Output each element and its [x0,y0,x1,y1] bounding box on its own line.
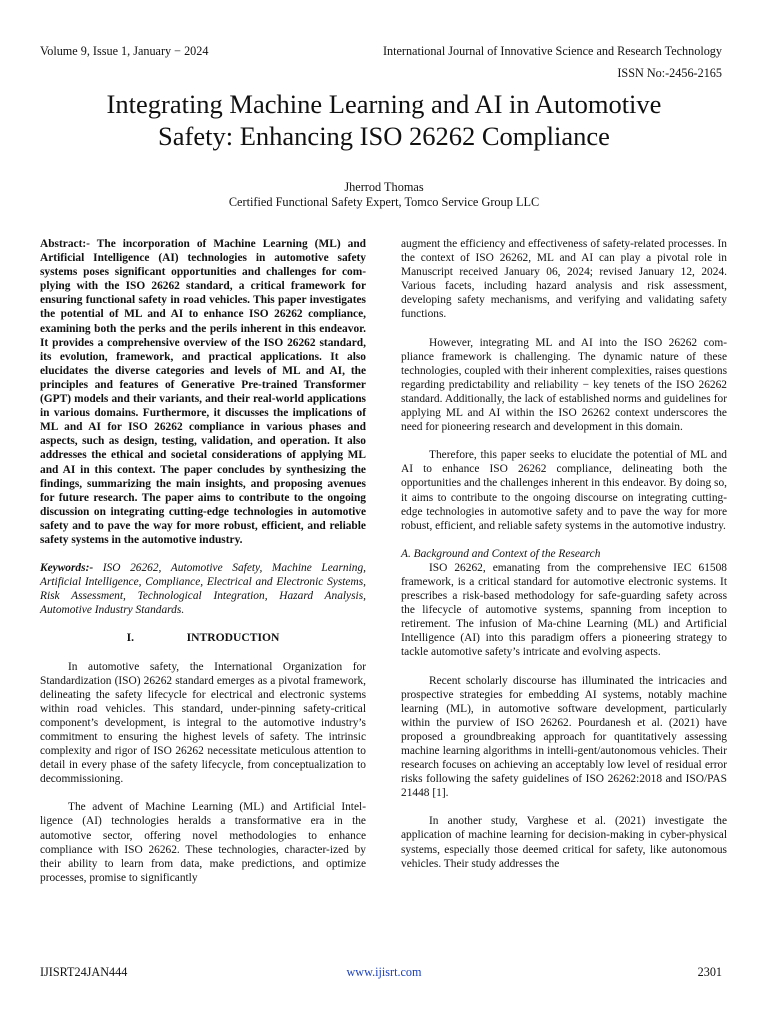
keywords-list: ISO 26262, Automotive Safety, Machine Learning, Artificial Intelligence, Compliance, Electrical and Electronic Systems, Risk Assessment, Technological Integration, Hazard Analysis, Automotive Industry Standards. [40,562,366,617]
journal-url-link[interactable]: www.ijisrt.com [346,965,422,979]
left-column [40,237,366,885]
background-paragraph-2: Recent scholarly discourse has illuminated the intricacies and prospective strategies for embedding AI systems, notably machine learning (ML), in automotive software development, particularly within the purview of ISO 26262. Pourdanesh et al. (2021) have proposed a groundbreaking approach for quantitatively assessing machine learning algorithms in intelli-gent/autonomous vehicles. Their research focuses on achieving an acceptably low level of residual error risks following the safety guidelines of ISO 26262:2018 and ISO/PAS 21448 [1]. [401,674,727,800]
paper-code: IJISRT24JAN444 [40,965,128,979]
section-number: I. [126,631,135,645]
right-column [401,237,727,871]
paper-title [30,88,738,152]
abstract: Abstract:- The incorporation of Machine Learning (ML) and Artificial Intelligence (AI) technologies in automotive safety systems poses significant opportunities and challenges for com-plying with the ISO 26262 standard, a critical framework for ensuring functional safety in road vehicles. This paper investigates the potential of ML and AI to enhance ISO 26262 compliance, examining both the perks and the perils inherent in this endeavor. It provides a comprehensive overview of the ISO 26262 standard, its evolution, framework, and practical applications. It also elucidates the diverse categories and levels of ML and AI, the principles and features of Generative Pre-trained Transformer (GPT) models and their variants, and their real-world applications in various domains. Furthermore, it discusses the implications of ML and AI for ISO 26262 compliance in various phases and aspects, such as design, testing, validation, and operation. It also addresses the ethical and societal considerations of applying ML and AI in this context. The paper concludes by synthesizing the findings, summarizing the main insights, and proposing avenues for future research. The paper aims to contribute to the ongoing discussion on integrating cutting-edge technologies in automotive safety and to pave the way for more robust, efficient, and reliable safety systems in the automotive industry. [40,238,366,546]
right-paragraph-2: However, integrating ML and AI into the ISO 26262 com-pliance framework is challenging. The dynamic nature of these technologies, coupled with their inherent complexities, raises questions regarding predictability and reliability − key tenets of the ISO 26262 standard. Additionally, the lack of established norms and guidelines for applying ML and AI within the ISO 26262 context underscores the need for pioneering research and development in this domain. [401,336,727,434]
keywords [40,561,366,617]
author-name: Jherrod Thomas [344,180,424,194]
right-paragraph-3: Therefore, this paper seeks to elucidate the potential of ML and AI to enhance ISO 26262 compliance, delineating both the opportunities and the challenges inherent in this endeavor. By doing so, it aims to contribute to the ongoing discourse on integrating cutting-edge technologies in automotive safety and to pave the way for more robust, efficient, and reliable safety systems in the automotive industry. [401,449,727,532]
title-line-1: Integrating Machine Learning and AI in Automotive [106,89,662,119]
background-paragraph-3: In another study, Varghese et al. (2021) investigate the application of machine learning for decision-making in cyber-physical systems, especially those deemed critical for safety, like autonomous vehicles. Their study addresses the [401,815,727,870]
volume-issue: Volume 9, Issue 1, January − 2024 [40,44,209,58]
author-affiliation: Certified Functional Safety Expert, Tomco Service Group LLC [228,195,540,209]
section-heading-introduction [40,631,366,645]
background-paragraph-1: ISO 26262, emanating from the comprehensive IEC 61508 framework, is a critical standard for automotive electronic systems. It prescribes a risk-based methodology for safe-guarding safety across the lifecycle of automotive systems, spanning from inception to retirement. The infusion of Ma-chine Learning (ML) and Artificial Intelligence (AI) into this paradigm offers a pioneering strategy to tackle automotive safety’s intricate and evolving aspects. [401,561,727,659]
right-paragraph-1: augment the efficiency and effectiveness of safety-related processes. In the context of ISO 26262, ML and AI can play a pivotal role in Manuscript received January 06, 2024; revised January 12, 2024. Various facets, including hazard analysis and risk assessment, developing safety mechanisms, and verifying and validating safety functions. [401,238,727,321]
title-line-2: Safety: Enhancing ISO 26262 Compliance [158,121,610,151]
issn-number: ISSN No:-2456-2165 [617,66,722,80]
intro-paragraph-2: The advent of Machine Learning (ML) and Artificial Intel-ligence (AI) technologies heralds a transformative era in the automotive sector, offering novel methodologies to enhance compliance with ISO 26262. These technologies, character-ized by their ability to learn from data, make predictions, and optimize processes, promise to significantly [40,801,366,884]
page-number: 2301 [697,965,722,979]
journal-name: International Journal of Innovative Science and Research Technology [382,44,722,58]
intro-paragraph-1: In automotive safety, the International Organization for Standardization (ISO) 26262 standard emerges as a pivotal framework, delineating the safety lifecycle for electrical and electronic systems within road vehicles. This standard, under-pinning safety-critical component’s development, is integral to the automotive industry’s commitment to ensuring the highest levels of safety. The intrinsic complexity and rigor of ISO 26262 necessitate meticulous attention to detail in every phase of the safety lifecycle, from conceptualization to decommissioning. [40,660,366,786]
keywords-label: Keywords:- [40,562,94,575]
section-title: INTRODUCTION [186,631,280,645]
subsection-heading-background: A. Background and Context of the Research [401,547,601,560]
